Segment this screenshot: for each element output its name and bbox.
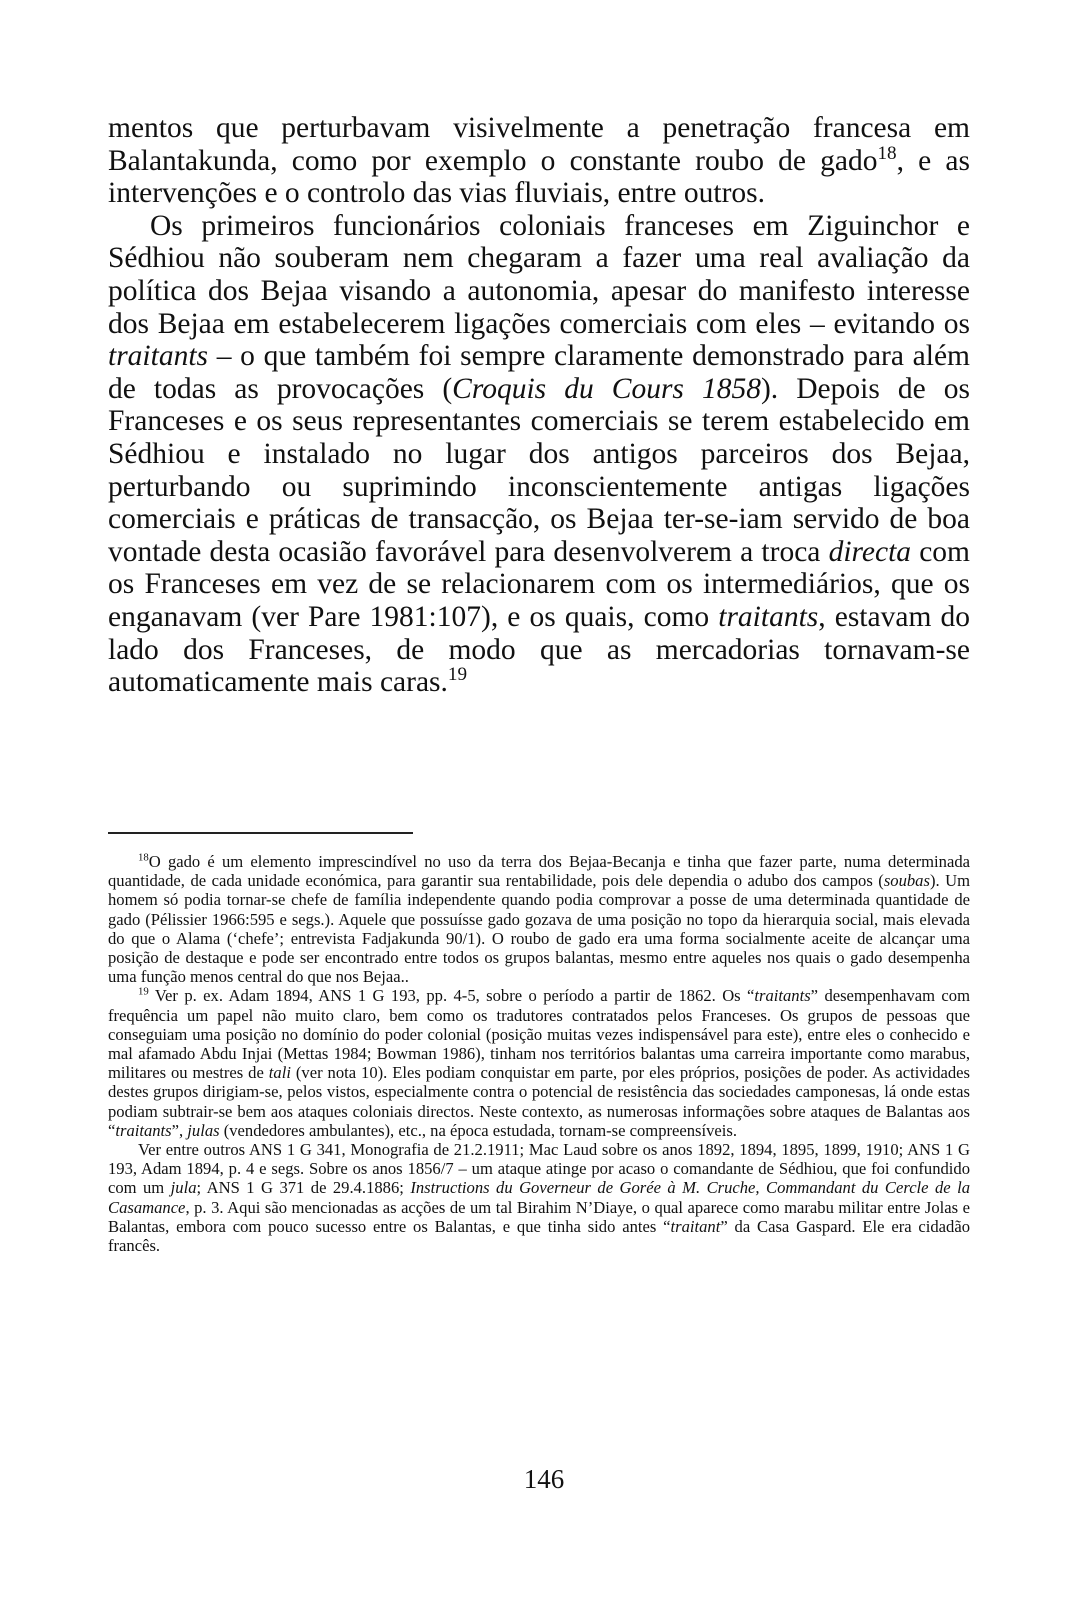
italic-citation: Instructions du Governeur de Gorée à M. Cruche, Commandant du Cercle de la Casamance (108, 1178, 970, 1217)
text: Os primeiros funcionários coloniais franceses em Ziguinchor e Sédhiou não souberam nem chegaram a fazer uma real avaliação da política dos Bejaa visando a autonomia, apesar do manifesto interesse dos Bejaa em estabelecerem ligações comerciais com eles – evitando os (108, 209, 970, 340)
footnote-divider (108, 832, 413, 834)
italic-term: julas (187, 1120, 220, 1140)
text: ” desempenhavam com frequência um papel não muito claro, bem como os tradutores contratados pelos Franceses. Os grupos de pessoas que conseguiam uma posição no domínio do poder colonial (posição muitas vezes indispensável para este), entre eles o conhecido e mal afamado Abdu Injai (Mettas 1984; Bowman 1986), tinham nos territórios balantas uma carreira importante como marabus, militares ou mestres de (108, 986, 970, 1083)
page-number: 146 (523, 1464, 565, 1494)
body-text (108, 112, 970, 699)
text: (vendedores ambulantes), etc., na época estudada, tornam-se compreensíveis. (219, 1120, 738, 1140)
text: ; ANS 1 G 371 de 29.4.1886; (196, 1178, 411, 1198)
paragraph-2 (108, 210, 970, 699)
text: ). Um homem só podia tornar-se chefe de família independente quando podia comprovar a posse de uma determinada quantidade de gado (Pélissier 1966:595 e segs.). Aquele que possuísse gado gozava de uma posição no topo da hierarquia social, mais elevada do que o Alama (‘chefe’; entrevista Fadjakunda 90/1). O roubo de gado era uma forma socialmente aceite de alcançar uma posição de destaque e pode ser encontrado entre todos os grupos balantas, mesmo entre aqueles nos quais o gado desempenha uma função menos central do que nos Bejaa.. (108, 871, 970, 987)
italic-term: soubas (883, 871, 930, 891)
italic-term: tali (268, 1063, 291, 1083)
footnote-19-continued (108, 1140, 970, 1255)
italic-term: traitant (670, 1216, 721, 1236)
italic-citation: Croquis du Cours 1858 (452, 372, 761, 405)
text: O gado é um elemento imprescindível no uso da terra dos Bejaa-Becanja e tinha que fazer parte, numa determinada quantidade, de cada unidade económica, para garantir sua rentabilidade, pois dele dependia o adubo dos campos ( (108, 852, 970, 891)
footnote-ref-19[interactable]: 19 (447, 664, 468, 686)
italic-term: traitants (754, 986, 811, 1006)
footnote-ref-18[interactable]: 18 (877, 142, 897, 164)
paragraph-1 (108, 112, 970, 210)
text: ). Depois de os Franceses e os seus representantes comerciais se terem estabelecido em Sédhiou e instalado no lugar dos antigos parceiros dos Bejaa, perturbando ou suprimindo inconscientemente antigas ligações comerciais e práticas de transacção, os Bejaa ter-se-iam servido de boa vontade desta ocasião favorável para desenvolverem a troca (108, 372, 970, 568)
footnotes (108, 852, 970, 1255)
italic-term: traitants (115, 1120, 172, 1140)
text: ” da Casa Gaspard. Ele era cidadão francês. (108, 1216, 971, 1256)
text: , estavam do lado dos Franceses, de modo que as mercadorias tornavam-se automaticamente mais caras. (108, 600, 970, 699)
text: ”, (171, 1120, 188, 1140)
text: , e as intervenções e o controlo das vias fluviais, entre outros. (108, 144, 970, 210)
footnote-18 (108, 852, 970, 986)
italic-term: directa (828, 535, 912, 568)
text: Ver entre outros ANS 1 G 341, Monografia de 21.2.1911; Mac Laud sobre os anos 1892, 1894, 1895, 1899, 1910; ANS 1 G 193, Adam 1894, p. 4 e segs. Sobre os anos 1856/7 – um ataque atinge por acaso o comandante de Sédhiou, que foi confundido com um (108, 1140, 970, 1198)
italic-term: traitants (718, 600, 819, 633)
text: mentos que perturbavam visivelmente a penetração francesa em Balantakunda, como por exemplo o constante roubo de gado (108, 112, 970, 177)
text: – o que também foi sempre claramente demonstrado para além de todas as provocações ( (108, 340, 970, 405)
text: (ver nota 10). Eles podiam conquistar em parte, por eles próprios, posições de poder. As actividades destes grupos dirigiam-se, pelos vistos, especialmente contra o potencial de resistência das sociedades camponesas, lá onde estas podiam subtrair-se bem aos ataques coloniais directos. Neste contexto, as numerosas informações sobre ataques de Balantas aos “ (108, 1063, 970, 1140)
footnote-number: 18 (138, 851, 149, 864)
text: Ver p. ex. Adam 1894, ANS 1 G 193, pp. 4-5, sobre o período a partir de 1862. Os “ (148, 986, 755, 1006)
footnote-19 (108, 986, 970, 1140)
italic-term: jula (170, 1178, 197, 1198)
italic-term: traitants (108, 340, 208, 373)
text: com os Franceses em vez de se relacionarem com os intermediários, que os enganavam (ver Pare 1981:107), e os quais, como (108, 535, 970, 633)
footnote-number: 19 (138, 985, 149, 998)
text: , p. 3. Aqui são mencionadas as acções de um tal Birahim N’Diaye, o qual aparece como marabu militar entre Jolas e Balantas, embora com pouco sucesso entre os Balantas, e que tinha sido antes “ (108, 1197, 970, 1236)
